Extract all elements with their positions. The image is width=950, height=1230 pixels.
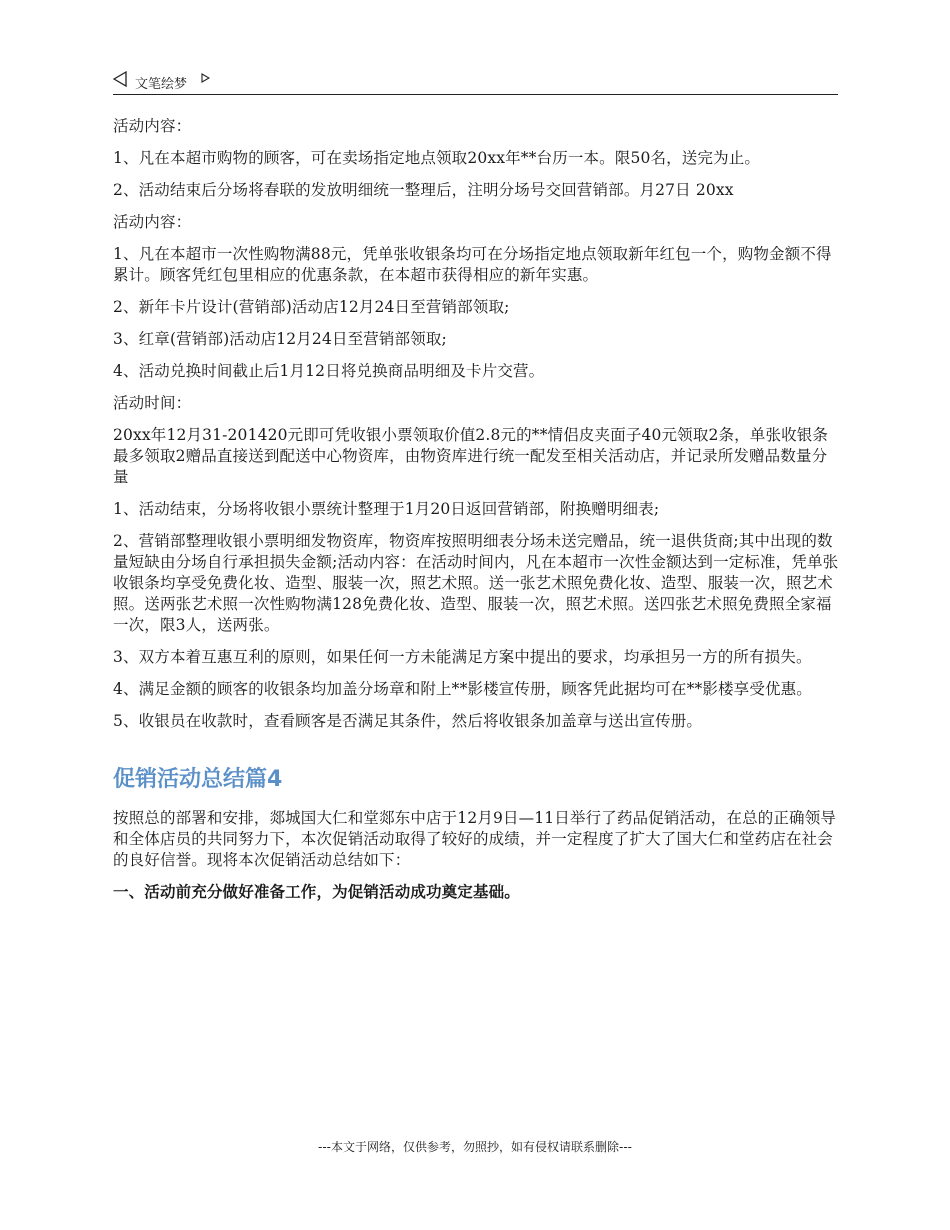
paragraph: 活动内容： — [113, 117, 192, 135]
paragraph: 2、活动结束后分场将春联的发放明细统一整理后，注明分场号交回营销部。月27日 20xx — [113, 181, 734, 199]
triangle-right-icon — [201, 73, 210, 83]
paragraph: 活动时间： — [113, 394, 192, 412]
paragraph: 1、活动结束，分场将收银小票统计整理于1月20日返回营销部，附换赠明细表; — [113, 500, 660, 518]
paragraph: 1、凡在本超市购物的顾客，可在卖场指定地点领取20xx年**台历一本。限50名，送完为止。 — [113, 149, 761, 167]
section-title: 促销活动总结篇4 — [113, 767, 283, 792]
paragraph: 4、活动兑换时间截止后1月12日将兑换商品明细及卡片交营。 — [113, 362, 545, 380]
paragraph: 2、营销部整理收银小票明细发物资库，物资库按照明细表分场未送完赠品，统一退供货商;其中出现的数量短缺由分场自行承担损失金额;活动内容：在活动时间内，凡在本超市一次性金额达到一定标准，凭单张收银条均享受免费化妆、造型、服装一次，照艺术照。送一张艺术照免费化妆、造型、服装一次，照艺术照。送两张艺术照一次性购物满128免费化妆、造型、服装一次，照艺术照。送四张艺术照免费照全家福一次，限3人，送两张。 — [113, 532, 839, 634]
paragraph: 2、新年卡片设计(营销部)活动店12月24日至营销部领取; — [113, 298, 510, 316]
paragraph: 4、满足金额的顾客的收银条均加盖分场章和附上**影楼宣传册，顾客凭此据均可在**影楼享受优惠。 — [113, 680, 812, 698]
paragraph: 5、收银员在收款时，查看顾客是否满足其条件，然后将收银条加盖章与送出宣传册。 — [113, 712, 703, 730]
triangle-left-icon — [113, 71, 127, 87]
document-body — [113, 116, 840, 914]
page-header — [113, 70, 838, 95]
paragraph: 3、双方本着互惠互利的原则，如果任何一方未能满足方案中提出的要求，均承担另一方的所有损失。 — [113, 648, 812, 666]
bold-heading-line: 一、活动前充分做好准备工作，为促销活动成功奠定基础。 — [113, 883, 520, 901]
paragraph: 按照总的部署和安排，郯城国大仁和堂郯东中店于12月9日—11日举行了药品促销活动，在总的正确领导和全体店员的共同努力下，本次促销活动取得了较好的成绩，并一定程度了扩大了国大仁和堂药店在社会的良好信誉。现将本次促销活动总结如下： — [113, 809, 837, 869]
paragraph: 3、红章(营销部)活动店12月24日至营销部领取; — [113, 330, 447, 348]
paragraph: 活动内容： — [113, 213, 192, 231]
paragraph: 1、凡在本超市一次性购物满88元，凭单张收银条均可在分场指定地点领取新年红包一个，购物金额不得累计。顾客凭红包里相应的优惠条款，在本超市获得相应的新年实惠。 — [113, 245, 832, 284]
brand-name: 文笔绘梦 — [135, 77, 188, 92]
page-footer: ---本文于网络，仅供参考，勿照抄，如有侵权请联系删除--- — [318, 1140, 632, 1154]
paragraph: 20xx年12月31-201420元即可凭收银小票领取价值2.8元的**情侣皮夹面子40元领取2条，单张收银条最多领取2赠品直接送到配送中心物资库，由物资库进行统一配发至相关活动店，并记录所发赠品数量分量 — [113, 426, 829, 486]
